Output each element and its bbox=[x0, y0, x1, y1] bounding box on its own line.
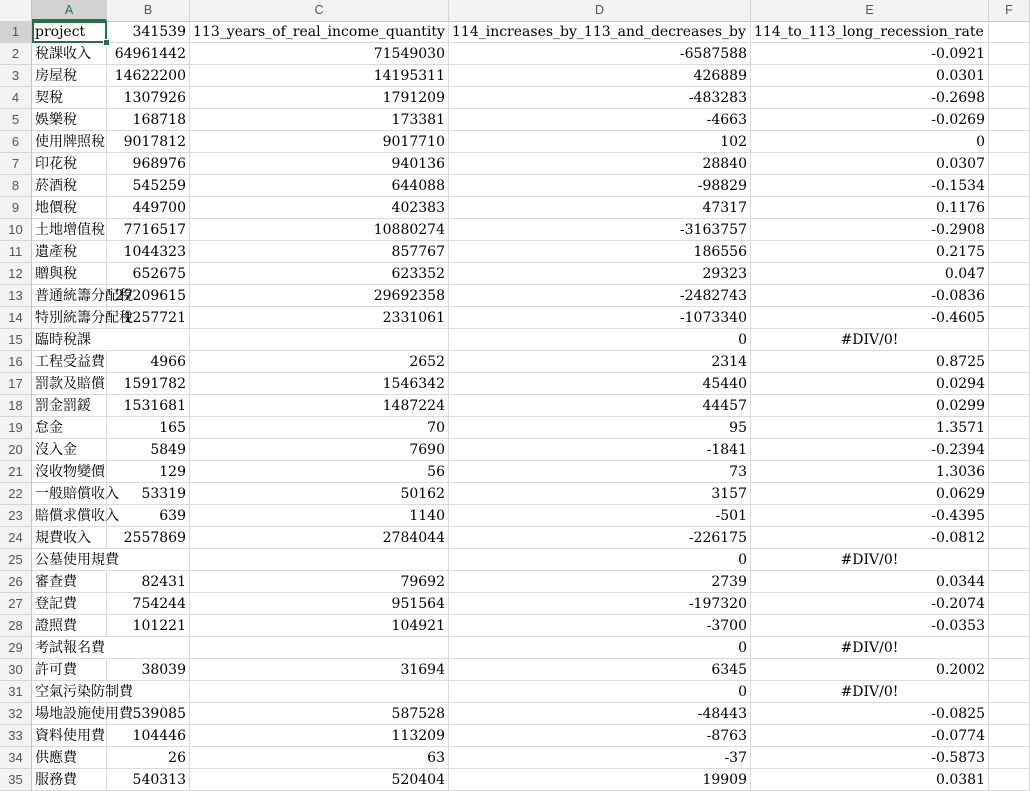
cell-e[interactable]: -0.2394 bbox=[751, 439, 989, 461]
row-header[interactable]: 2 bbox=[0, 43, 32, 65]
cell-e[interactable]: 0.0381 bbox=[751, 769, 989, 791]
cell-b[interactable]: 168718 bbox=[107, 109, 190, 131]
cell-c[interactable] bbox=[190, 549, 449, 571]
row-header[interactable]: 33 bbox=[0, 725, 32, 747]
cell-d[interactable]: 3157 bbox=[449, 483, 751, 505]
cell-f[interactable] bbox=[989, 483, 1030, 505]
cell-d[interactable]: -501 bbox=[449, 505, 751, 527]
cell-f[interactable] bbox=[989, 769, 1030, 791]
column-header-a[interactable]: A bbox=[32, 0, 107, 21]
cell-b[interactable]: 1044323 bbox=[107, 241, 190, 263]
cell-c[interactable]: 63 bbox=[190, 747, 449, 769]
cell-c[interactable]: 71549030 bbox=[190, 43, 449, 65]
row-header[interactable]: 4 bbox=[0, 87, 32, 109]
cell-e[interactable]: -0.2698 bbox=[751, 87, 989, 109]
column-header-bar bbox=[0, 0, 1030, 22]
cell-d[interactable]: 44457 bbox=[449, 395, 751, 417]
cell-e[interactable]: 0.2002 bbox=[751, 659, 989, 681]
table-row bbox=[0, 241, 1030, 263]
cell-e[interactable]: -0.0825 bbox=[751, 703, 989, 725]
table-row bbox=[0, 175, 1030, 197]
cell-f[interactable] bbox=[989, 461, 1030, 483]
table-row bbox=[0, 461, 1030, 483]
row-header[interactable]: 13 bbox=[0, 285, 32, 307]
table-row bbox=[0, 307, 1030, 329]
cell-b[interactable]: 82431 bbox=[107, 571, 190, 593]
cell-f[interactable] bbox=[989, 285, 1030, 307]
cell-project[interactable]: 房屋稅 bbox=[32, 65, 107, 87]
cell-b[interactable]: 104446 bbox=[107, 725, 190, 747]
row-header[interactable]: 26 bbox=[0, 571, 32, 593]
cell-d[interactable]: 102 bbox=[449, 131, 751, 153]
row-header[interactable]: 3 bbox=[0, 65, 32, 87]
column-header-b[interactable]: B bbox=[107, 0, 190, 21]
column-header-c[interactable]: C bbox=[190, 0, 449, 21]
table-row bbox=[0, 681, 1030, 703]
select-all-corner[interactable] bbox=[0, 0, 32, 21]
cell-f[interactable] bbox=[989, 659, 1030, 681]
cell-b[interactable]: 1591782 bbox=[107, 373, 190, 395]
table-row bbox=[0, 659, 1030, 681]
table-row bbox=[0, 87, 1030, 109]
table-row bbox=[0, 109, 1030, 131]
cell-e[interactable]: 0.0299 bbox=[751, 395, 989, 417]
cell-e[interactable]: -0.0269 bbox=[751, 109, 989, 131]
row-header[interactable]: 21 bbox=[0, 461, 32, 483]
cell-c[interactable]: 1791209 bbox=[190, 87, 449, 109]
cell-f[interactable] bbox=[989, 109, 1030, 131]
cell-b[interactable] bbox=[107, 329, 190, 351]
cell-d[interactable]: 29323 bbox=[449, 263, 751, 285]
cell-f[interactable] bbox=[989, 21, 1030, 43]
cell-d[interactable]: 114_increases_by_113_and_decreases_by bbox=[449, 21, 751, 43]
cell-b[interactable]: 64961442 bbox=[107, 43, 190, 65]
cell-f[interactable] bbox=[989, 593, 1030, 615]
fill-handle[interactable] bbox=[103, 39, 110, 46]
cell-d[interactable]: -1073340 bbox=[449, 307, 751, 329]
cell-f[interactable] bbox=[989, 703, 1030, 725]
row-header[interactable]: 1 bbox=[0, 21, 32, 43]
cell-c[interactable]: 1487224 bbox=[190, 395, 449, 417]
cell-b[interactable] bbox=[107, 637, 190, 659]
table-row bbox=[0, 571, 1030, 593]
row-header[interactable]: 32 bbox=[0, 703, 32, 725]
cell-e[interactable]: -0.0836 bbox=[751, 285, 989, 307]
cell-f[interactable] bbox=[989, 153, 1030, 175]
cell-project[interactable]: 沒入金 bbox=[32, 439, 107, 461]
cell-b[interactable]: 968976 bbox=[107, 153, 190, 175]
table-row bbox=[0, 329, 1030, 351]
cell-d[interactable]: 2739 bbox=[449, 571, 751, 593]
cell-b[interactable]: 53319 bbox=[107, 483, 190, 505]
cell-f[interactable] bbox=[989, 571, 1030, 593]
cell-f[interactable] bbox=[989, 681, 1030, 703]
cell-e[interactable]: #DIV/0! bbox=[751, 637, 989, 659]
cell-project[interactable]: 怠金 bbox=[32, 417, 107, 439]
cell-e[interactable]: -0.0774 bbox=[751, 725, 989, 747]
column-header-d[interactable]: D bbox=[449, 0, 751, 21]
cell-e[interactable]: -0.2908 bbox=[751, 219, 989, 241]
cell-c[interactable]: 857767 bbox=[190, 241, 449, 263]
cell-e[interactable]: 114_to_113_long_recession_rate bbox=[751, 21, 989, 43]
cell-e[interactable]: #DIV/0! bbox=[751, 329, 989, 351]
cell-e[interactable]: 0.0629 bbox=[751, 483, 989, 505]
cell-project[interactable]: 契稅 bbox=[32, 87, 107, 109]
row-header[interactable]: 35 bbox=[0, 769, 32, 791]
cell-b[interactable]: 754244 bbox=[107, 593, 190, 615]
row-header[interactable]: 12 bbox=[0, 263, 32, 285]
table-row bbox=[0, 505, 1030, 527]
cell-project[interactable]: project bbox=[32, 21, 107, 43]
cell-f[interactable] bbox=[989, 241, 1030, 263]
cell-f[interactable] bbox=[989, 263, 1030, 285]
cell-project[interactable]: 沒收物變價 bbox=[32, 461, 107, 483]
cell-d[interactable]: -3700 bbox=[449, 615, 751, 637]
cell-e[interactable]: -0.4605 bbox=[751, 307, 989, 329]
cell-d[interactable]: -2482743 bbox=[449, 285, 751, 307]
cell-c[interactable]: 644088 bbox=[190, 175, 449, 197]
cell-b[interactable]: 165 bbox=[107, 417, 190, 439]
cell-f[interactable] bbox=[989, 351, 1030, 373]
cell-project[interactable]: 菸酒稅 bbox=[32, 175, 107, 197]
cell-c[interactable]: 104921 bbox=[190, 615, 449, 637]
row-header[interactable]: 28 bbox=[0, 615, 32, 637]
cell-project[interactable]: 場地設施使用費 bbox=[32, 703, 107, 725]
cell-d[interactable]: -98829 bbox=[449, 175, 751, 197]
cell-e[interactable]: -0.2074 bbox=[751, 593, 989, 615]
row-header[interactable]: 25 bbox=[0, 549, 32, 571]
table-row bbox=[0, 417, 1030, 439]
cell-project[interactable]: 服務費 bbox=[32, 769, 107, 791]
row-header[interactable]: 5 bbox=[0, 109, 32, 131]
cell-c[interactable]: 1546342 bbox=[190, 373, 449, 395]
cell-c[interactable]: 79692 bbox=[190, 571, 449, 593]
cell-e[interactable]: -0.5873 bbox=[751, 747, 989, 769]
cell-d[interactable]: -48443 bbox=[449, 703, 751, 725]
cell-project[interactable]: 考試報名費 bbox=[32, 637, 107, 659]
cell-project[interactable]: 公墓使用規費 bbox=[32, 549, 107, 571]
cell-f[interactable] bbox=[989, 219, 1030, 241]
cell-b[interactable]: 341539 bbox=[107, 21, 190, 43]
cell-f[interactable] bbox=[989, 197, 1030, 219]
cell-c[interactable] bbox=[190, 329, 449, 351]
cell-d[interactable]: 0 bbox=[449, 637, 751, 659]
row-header[interactable]: 10 bbox=[0, 219, 32, 241]
cell-project[interactable]: 普通統籌分配稅 bbox=[32, 285, 107, 307]
cell-project[interactable]: 審查費 bbox=[32, 571, 107, 593]
cell-f[interactable] bbox=[989, 175, 1030, 197]
cell-project[interactable]: 工程受益費 bbox=[32, 351, 107, 373]
cell-c[interactable]: 31694 bbox=[190, 659, 449, 681]
cell-c[interactable]: 951564 bbox=[190, 593, 449, 615]
row-header[interactable]: 15 bbox=[0, 329, 32, 351]
cell-f[interactable] bbox=[989, 307, 1030, 329]
row-header[interactable]: 20 bbox=[0, 439, 32, 461]
cell-c[interactable]: 623352 bbox=[190, 263, 449, 285]
cell-f[interactable] bbox=[989, 637, 1030, 659]
cell-c[interactable]: 173381 bbox=[190, 109, 449, 131]
cell-b[interactable]: 38039 bbox=[107, 659, 190, 681]
cell-d[interactable]: -8763 bbox=[449, 725, 751, 747]
cell-f[interactable] bbox=[989, 373, 1030, 395]
cell-e[interactable]: 0.0301 bbox=[751, 65, 989, 87]
cell-b[interactable]: 9017812 bbox=[107, 131, 190, 153]
cell-e[interactable]: #DIV/0! bbox=[751, 549, 989, 571]
cell-e[interactable]: 0.047 bbox=[751, 263, 989, 285]
row-header[interactable]: 9 bbox=[0, 197, 32, 219]
cell-project[interactable]: 地價稅 bbox=[32, 197, 107, 219]
cell-d[interactable]: -3163757 bbox=[449, 219, 751, 241]
cell-project[interactable]: 罰款及賠償 bbox=[32, 373, 107, 395]
cell-project[interactable]: 土地增值稅 bbox=[32, 219, 107, 241]
cell-b[interactable]: 7716517 bbox=[107, 219, 190, 241]
row-header[interactable]: 27 bbox=[0, 593, 32, 615]
cell-b[interactable]: 1257721 bbox=[107, 307, 190, 329]
cell-project[interactable]: 空氣污染防制費 bbox=[32, 681, 107, 703]
cell-f[interactable] bbox=[989, 725, 1030, 747]
cell-c[interactable]: 113_years_of_real_income_quantity bbox=[190, 21, 449, 43]
cell-d[interactable]: 0 bbox=[449, 681, 751, 703]
row-header[interactable]: 19 bbox=[0, 417, 32, 439]
column-header-e[interactable]: E bbox=[751, 0, 989, 21]
table-row bbox=[0, 615, 1030, 637]
cell-b[interactable]: 5849 bbox=[107, 439, 190, 461]
cell-d[interactable]: 28840 bbox=[449, 153, 751, 175]
cell-c[interactable]: 587528 bbox=[190, 703, 449, 725]
cell-project[interactable]: 登記費 bbox=[32, 593, 107, 615]
cell-b[interactable]: 4966 bbox=[107, 351, 190, 373]
cell-c[interactable]: 1140 bbox=[190, 505, 449, 527]
cell-b[interactable]: 540313 bbox=[107, 769, 190, 791]
cell-c[interactable]: 2331061 bbox=[190, 307, 449, 329]
row-header[interactable]: 31 bbox=[0, 681, 32, 703]
cell-project[interactable]: 資料使用費 bbox=[32, 725, 107, 747]
cell-f[interactable] bbox=[989, 131, 1030, 153]
cell-b[interactable]: 449700 bbox=[107, 197, 190, 219]
row-header[interactable]: 30 bbox=[0, 659, 32, 681]
cell-c[interactable]: 402383 bbox=[190, 197, 449, 219]
cell-e[interactable]: 0.0294 bbox=[751, 373, 989, 395]
cell-d[interactable]: 426889 bbox=[449, 65, 751, 87]
cell-d[interactable]: 47317 bbox=[449, 197, 751, 219]
cell-b[interactable]: 1531681 bbox=[107, 395, 190, 417]
cell-f[interactable] bbox=[989, 549, 1030, 571]
cell-b[interactable] bbox=[107, 549, 190, 571]
cell-c[interactable]: 113209 bbox=[190, 725, 449, 747]
cell-b[interactable]: 545259 bbox=[107, 175, 190, 197]
cell-d[interactable]: -226175 bbox=[449, 527, 751, 549]
cell-e[interactable]: 0 bbox=[751, 131, 989, 153]
cell-e[interactable]: 0.1176 bbox=[751, 197, 989, 219]
cell-e[interactable]: -0.1534 bbox=[751, 175, 989, 197]
table-row bbox=[0, 43, 1030, 65]
table-row bbox=[0, 593, 1030, 615]
cell-f[interactable] bbox=[989, 439, 1030, 461]
cell-c[interactable]: 2784044 bbox=[190, 527, 449, 549]
table-row bbox=[0, 395, 1030, 417]
cell-project[interactable]: 一般賠償收入 bbox=[32, 483, 107, 505]
table-row bbox=[0, 351, 1030, 373]
cell-d[interactable]: -483283 bbox=[449, 87, 751, 109]
cell-e[interactable]: 1.3036 bbox=[751, 461, 989, 483]
cell-e[interactable]: 0.0344 bbox=[751, 571, 989, 593]
cell-project[interactable]: 臨時稅課 bbox=[32, 329, 107, 351]
sheet-rows bbox=[0, 21, 1030, 791]
row-header[interactable]: 6 bbox=[0, 131, 32, 153]
cell-c[interactable]: 14195311 bbox=[190, 65, 449, 87]
cell-c[interactable]: 10880274 bbox=[190, 219, 449, 241]
cell-project[interactable]: 印花稅 bbox=[32, 153, 107, 175]
cell-project[interactable]: 特別統籌分配稅 bbox=[32, 307, 107, 329]
table-row bbox=[0, 197, 1030, 219]
cell-d[interactable]: 45440 bbox=[449, 373, 751, 395]
cell-d[interactable]: -1841 bbox=[449, 439, 751, 461]
cell-project[interactable]: 罰金罰鍰 bbox=[32, 395, 107, 417]
cell-e[interactable]: 0.2175 bbox=[751, 241, 989, 263]
cell-d[interactable]: 6345 bbox=[449, 659, 751, 681]
cell-d[interactable]: 73 bbox=[449, 461, 751, 483]
row-header[interactable]: 7 bbox=[0, 153, 32, 175]
cell-d[interactable]: 0 bbox=[449, 329, 751, 351]
cell-c[interactable]: 9017710 bbox=[190, 131, 449, 153]
table-row bbox=[0, 747, 1030, 769]
row-header[interactable]: 11 bbox=[0, 241, 32, 263]
cell-b[interactable]: 129 bbox=[107, 461, 190, 483]
cell-f[interactable] bbox=[989, 87, 1030, 109]
cell-f[interactable] bbox=[989, 65, 1030, 87]
table-row bbox=[0, 263, 1030, 285]
cell-e[interactable]: -0.0921 bbox=[751, 43, 989, 65]
cell-c[interactable]: 940136 bbox=[190, 153, 449, 175]
column-header-f[interactable]: F bbox=[989, 0, 1030, 21]
cell-project[interactable]: 規費收入 bbox=[32, 527, 107, 549]
cell-d[interactable]: 19909 bbox=[449, 769, 751, 791]
table-row bbox=[0, 769, 1030, 791]
cell-d[interactable]: -6587588 bbox=[449, 43, 751, 65]
cell-c[interactable] bbox=[190, 637, 449, 659]
cell-e[interactable]: 0.8725 bbox=[751, 351, 989, 373]
table-row bbox=[0, 373, 1030, 395]
table-row bbox=[0, 527, 1030, 549]
table-row bbox=[0, 219, 1030, 241]
cell-b[interactable]: 2557869 bbox=[107, 527, 190, 549]
cell-c[interactable] bbox=[190, 681, 449, 703]
cell-f[interactable] bbox=[989, 747, 1030, 769]
cell-d[interactable]: 186556 bbox=[449, 241, 751, 263]
cell-c[interactable]: 56 bbox=[190, 461, 449, 483]
cell-project[interactable]: 賠償求償收入 bbox=[32, 505, 107, 527]
cell-b[interactable]: 101221 bbox=[107, 615, 190, 637]
cell-f[interactable] bbox=[989, 329, 1030, 351]
row-header[interactable]: 14 bbox=[0, 307, 32, 329]
cell-f[interactable] bbox=[989, 505, 1030, 527]
table-row bbox=[0, 725, 1030, 747]
row-header[interactable]: 23 bbox=[0, 505, 32, 527]
cell-c[interactable]: 50162 bbox=[190, 483, 449, 505]
table-row bbox=[0, 483, 1030, 505]
row-header[interactable]: 8 bbox=[0, 175, 32, 197]
cell-c[interactable]: 520404 bbox=[190, 769, 449, 791]
table-row bbox=[0, 285, 1030, 307]
cell-b[interactable]: 539085 bbox=[107, 703, 190, 725]
cell-e[interactable]: 1.3571 bbox=[751, 417, 989, 439]
cell-b[interactable]: 639 bbox=[107, 505, 190, 527]
table-row bbox=[0, 153, 1030, 175]
table-row bbox=[0, 549, 1030, 571]
cell-f[interactable] bbox=[989, 395, 1030, 417]
cell-b[interactable]: 14622200 bbox=[107, 65, 190, 87]
table-row bbox=[0, 703, 1030, 725]
cell-c[interactable]: 2652 bbox=[190, 351, 449, 373]
table-row bbox=[0, 65, 1030, 87]
cell-e[interactable]: #DIV/0! bbox=[751, 681, 989, 703]
cell-f[interactable] bbox=[989, 43, 1030, 65]
cell-f[interactable] bbox=[989, 527, 1030, 549]
table-row bbox=[0, 131, 1030, 153]
cell-d[interactable]: -197320 bbox=[449, 593, 751, 615]
cell-d[interactable]: -37 bbox=[449, 747, 751, 769]
cell-project[interactable]: 證照費 bbox=[32, 615, 107, 637]
cell-project[interactable]: 使用牌照稅 bbox=[32, 131, 107, 153]
row-header[interactable]: 18 bbox=[0, 395, 32, 417]
row-header[interactable]: 16 bbox=[0, 351, 32, 373]
cell-project[interactable]: 稅課收入 bbox=[32, 43, 107, 65]
cell-c[interactable]: 70 bbox=[190, 417, 449, 439]
table-row bbox=[0, 21, 1030, 43]
row-header[interactable]: 22 bbox=[0, 483, 32, 505]
cell-b[interactable]: 652675 bbox=[107, 263, 190, 285]
cell-c[interactable]: 7690 bbox=[190, 439, 449, 461]
cell-f[interactable] bbox=[989, 615, 1030, 637]
row-header[interactable]: 29 bbox=[0, 637, 32, 659]
table-row bbox=[0, 439, 1030, 461]
cell-project[interactable]: 遺產稅 bbox=[32, 241, 107, 263]
table-row bbox=[0, 637, 1030, 659]
cell-d[interactable]: 0 bbox=[449, 549, 751, 571]
row-header[interactable]: 34 bbox=[0, 747, 32, 769]
row-header[interactable]: 17 bbox=[0, 373, 32, 395]
cell-e[interactable]: -0.4395 bbox=[751, 505, 989, 527]
cell-b[interactable]: 1307926 bbox=[107, 87, 190, 109]
cell-c[interactable]: 29692358 bbox=[190, 285, 449, 307]
cell-project[interactable]: 供應費 bbox=[32, 747, 107, 769]
cell-e[interactable]: 0.0307 bbox=[751, 153, 989, 175]
cell-project[interactable]: 許可費 bbox=[32, 659, 107, 681]
cell-f[interactable] bbox=[989, 417, 1030, 439]
cell-project[interactable]: 娛樂稅 bbox=[32, 109, 107, 131]
cell-b[interactable]: 27209615 bbox=[107, 285, 190, 307]
cell-e[interactable]: -0.0353 bbox=[751, 615, 989, 637]
cell-d[interactable]: 95 bbox=[449, 417, 751, 439]
cell-e[interactable]: -0.0812 bbox=[751, 527, 989, 549]
row-header[interactable]: 24 bbox=[0, 527, 32, 549]
cell-b[interactable]: 26 bbox=[107, 747, 190, 769]
cell-project[interactable]: 贈與稅 bbox=[32, 263, 107, 285]
cell-d[interactable]: 2314 bbox=[449, 351, 751, 373]
cell-d[interactable]: -4663 bbox=[449, 109, 751, 131]
